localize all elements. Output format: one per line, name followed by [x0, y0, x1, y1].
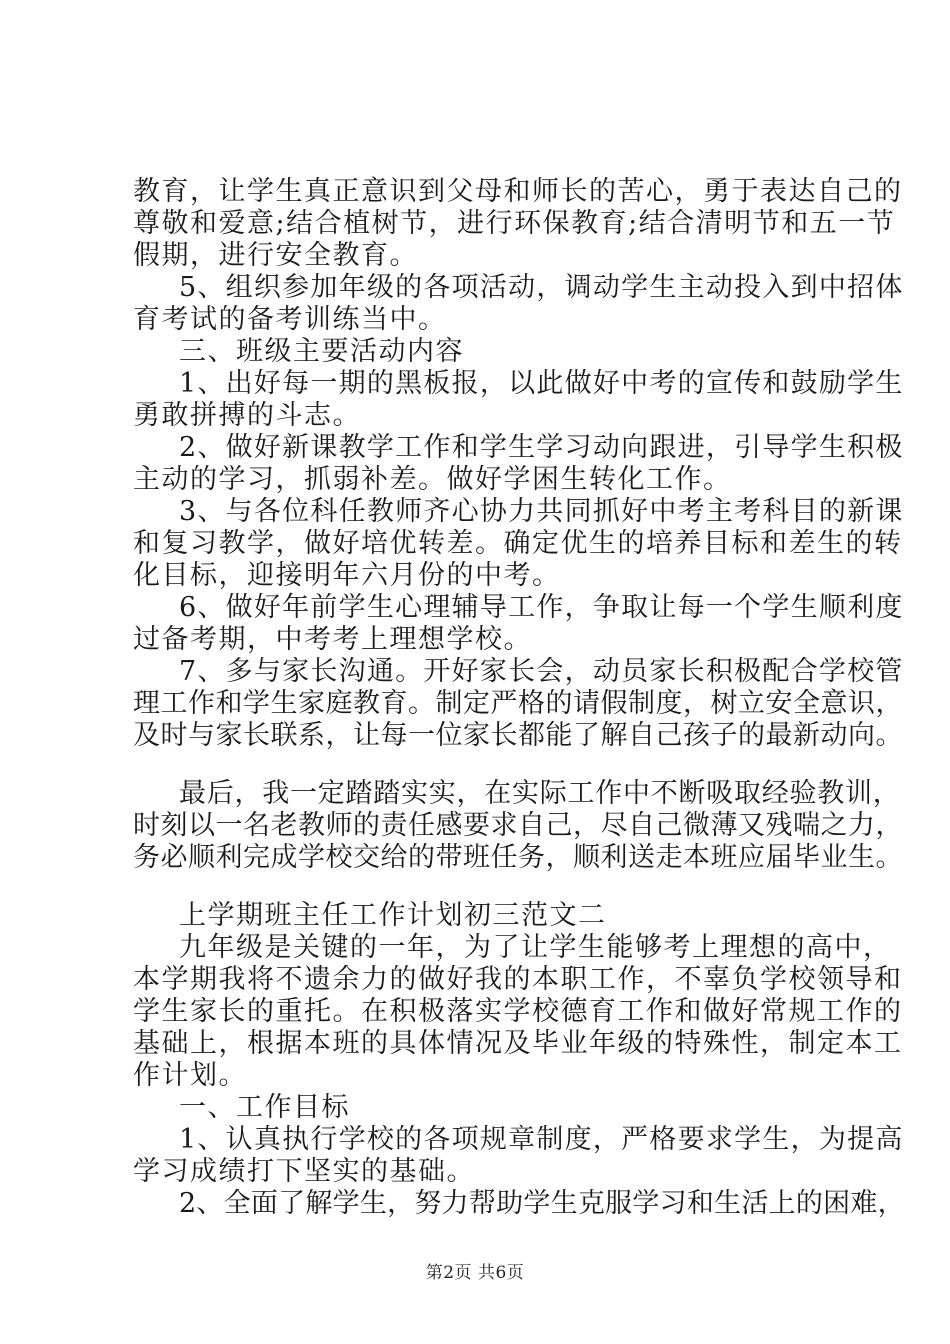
text-line: 化目标，迎接明年六月份的中考。 [133, 560, 561, 591]
text-line: 最后，我一定踏踏实实，在实际工作中不断吸取经验教训， [179, 778, 901, 809]
text-line: 3、与各位科任教师齐心协力共同抓好中考主考科目的新课 [179, 496, 904, 527]
text-line: 5、组织参加年级的各项活动，调动学生主动投入到中招体 [179, 272, 904, 303]
text-line: 时刻以一名老教师的责任感要求自己，尽自己微薄又残喘之力， [133, 810, 903, 841]
text-line: 及时与家长联系，让每一位家长都能了解自己孩子的最新动向。 [133, 720, 903, 751]
text-line: 教育，让学生真正意识到父母和师长的苦心，勇于表达自己的 [133, 176, 903, 207]
text-line: 过备考期，中考考上理想学校。 [133, 624, 532, 655]
text-line: 尊敬和爱意;结合植树节，进行环保教育;结合清明节和五一节 [133, 208, 896, 239]
text-line: 学习成绩打下坚实的基础。 [133, 1156, 475, 1187]
document-subtitle: 上学期班主任工作计划初三范文二 [179, 900, 607, 931]
text-line: 育考试的备考训练当中。 [133, 304, 447, 335]
text-line: 作计划。 [133, 1060, 247, 1091]
text-line: 7、多与家长沟通。开好家长会，动员家长积极配合学校管 [179, 656, 904, 687]
text-line: 和复习教学，做好培优转差。确定优生的培养目标和差生的转 [133, 528, 903, 559]
text-line: 主动的学习，抓弱补差。做好学困生转化工作。 [133, 464, 732, 495]
text-line: 学生家长的重托。在积极落实学校德育工作和做好常规工作的 [133, 996, 903, 1027]
section-heading: 三、班级主要活动内容 [179, 336, 464, 367]
text-line: 理工作和学生家庭教育。制定严格的请假制度，树立安全意识， [133, 688, 903, 719]
text-line: 2、全面了解学生，努力帮助学生克服学习和生活上的困难， [179, 1188, 905, 1219]
page-number-footer: 第2页 共6页 [425, 1263, 525, 1283]
text-line: 1、认真执行学校的各项规章制度，严格要求学生，为提高 [179, 1124, 904, 1155]
text-line: 本学期我将不遗余力的做好我的本职工作，不辜负学校领导和 [133, 964, 903, 995]
text-line: 基础上，根据本班的具体情况及毕业年级的特殊性，制定本工 [133, 1028, 903, 1059]
text-line: 2、做好新课教学工作和学生学习动向跟进，引导学生积极 [179, 432, 904, 463]
text-line: 1、出好每一期的黑板报，以此做好中考的宣传和鼓励学生 [179, 368, 904, 399]
text-line: 务必顺利完成学校交给的带班任务，顺利送走本班应届毕业生。 [133, 842, 903, 873]
text-line: 假期，进行安全教育。 [133, 240, 418, 271]
text-line: 九年级是关键的一年，为了让学生能够考上理想的高中， [179, 932, 892, 963]
section-heading: 一、工作目标 [179, 1092, 350, 1123]
text-line: 6、做好年前学生心理辅导工作，争取让每一个学生顺利度 [179, 592, 904, 623]
text-line: 勇敢拼搏的斗志。 [133, 400, 361, 431]
